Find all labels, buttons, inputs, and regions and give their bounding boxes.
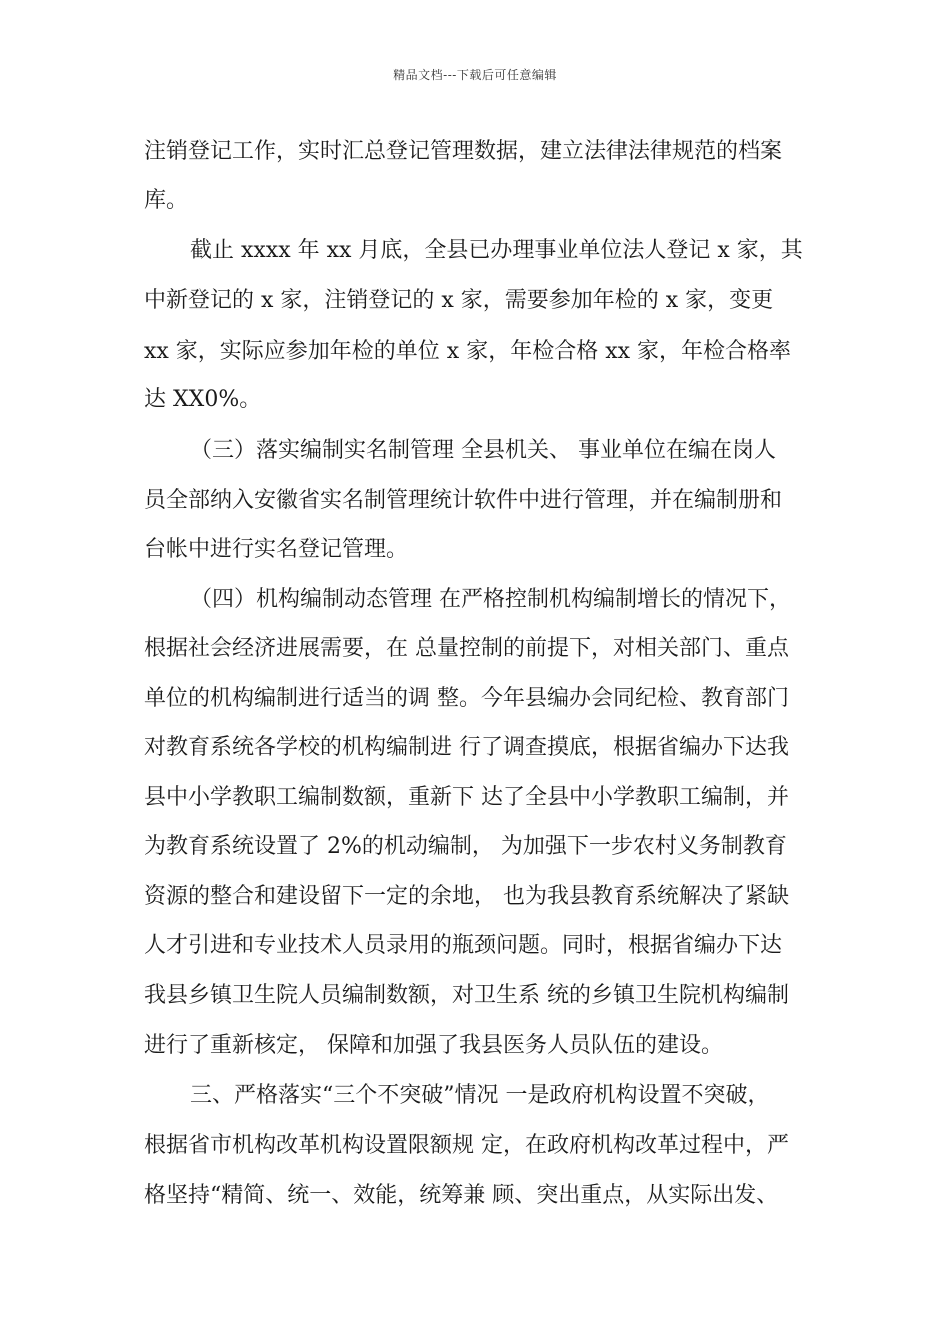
body-line-8: 员全部纳入安徽省实名制管理统计软件中进行管理，并在编制册和 xyxy=(144,488,783,513)
body-line-14: 县中小学教职工编制数额，重新下 达了全县中小学教职工编制，并 xyxy=(144,785,789,810)
body-line-1: 注销登记工作，实时汇总登记管理数据，建立法律法律规范的档案 xyxy=(144,139,783,164)
body-line-20: 三、严格落实“三个不突破”情况 一是政府机构设置不突破， xyxy=(190,1083,770,1108)
body-line-19: 进行了重新核定， 保障和加强了我县医务人员队伍的建设。 xyxy=(144,1033,723,1058)
body-line-12: 单位的机构编制进行适当的调 整。今年县编办会同纪检、教育部门 xyxy=(144,686,789,711)
body-line-3: 截止 xxxx 年 xx 月底，全县已办理事业单位法人登记 x 家，其 xyxy=(190,238,803,263)
body-line-22: 格坚持“精简、统一、效能，统筹兼 顾、突出重点，从实际出发、 xyxy=(144,1183,779,1208)
page-header: 精品文档---下载后可任意编辑 xyxy=(393,68,557,82)
body-line-10: （四）机构编制动态管理 在严格控制机构编制增长的情况下， xyxy=(190,587,791,612)
body-line-17: 人才引进和专业技术人员录用的瓶颈问题。同时，根据省编办下达 xyxy=(144,933,783,958)
body-line-15: 为教育系统设置了 2%的机动编制， 为加强下一步农村义务制教育 xyxy=(144,834,787,859)
body-line-6: 达 XX0%。 xyxy=(144,387,262,412)
body-line-16: 资源的整合和建设留下一定的余地， 也为我县教育系统解决了紧缺 xyxy=(144,884,789,909)
body-line-7: （三）落实编制实名制管理 全县机关、 事业单位在编在岗人 xyxy=(190,438,776,463)
body-line-5: xx 家，实际应参加年检的单位 x 家，年检合格 xx 家，年检合格率 xyxy=(144,339,792,364)
body-line-2: 库。 xyxy=(144,188,189,213)
body-line-13: 对教育系统各学校的机构编制进 行了调查摸底，根据省编办下达我 xyxy=(144,735,789,760)
body-line-11: 根据社会经济进展需要，在 总量控制的前提下，对相关部门、重点 xyxy=(144,636,789,661)
body-line-9: 台帐中进行实名登记管理。 xyxy=(144,537,409,562)
body-line-4: 中新登记的 x 家，注销登记的 x 家，需要参加年检的 x 家，变更 xyxy=(144,288,774,313)
body-line-21: 根据省市机构改革机构设置限额规 定，在政府机构改革过程中，严 xyxy=(144,1133,789,1158)
body-line-18: 我县乡镇卫生院人员编制数额，对卫生系 统的乡镇卫生院机构编制 xyxy=(144,983,789,1008)
